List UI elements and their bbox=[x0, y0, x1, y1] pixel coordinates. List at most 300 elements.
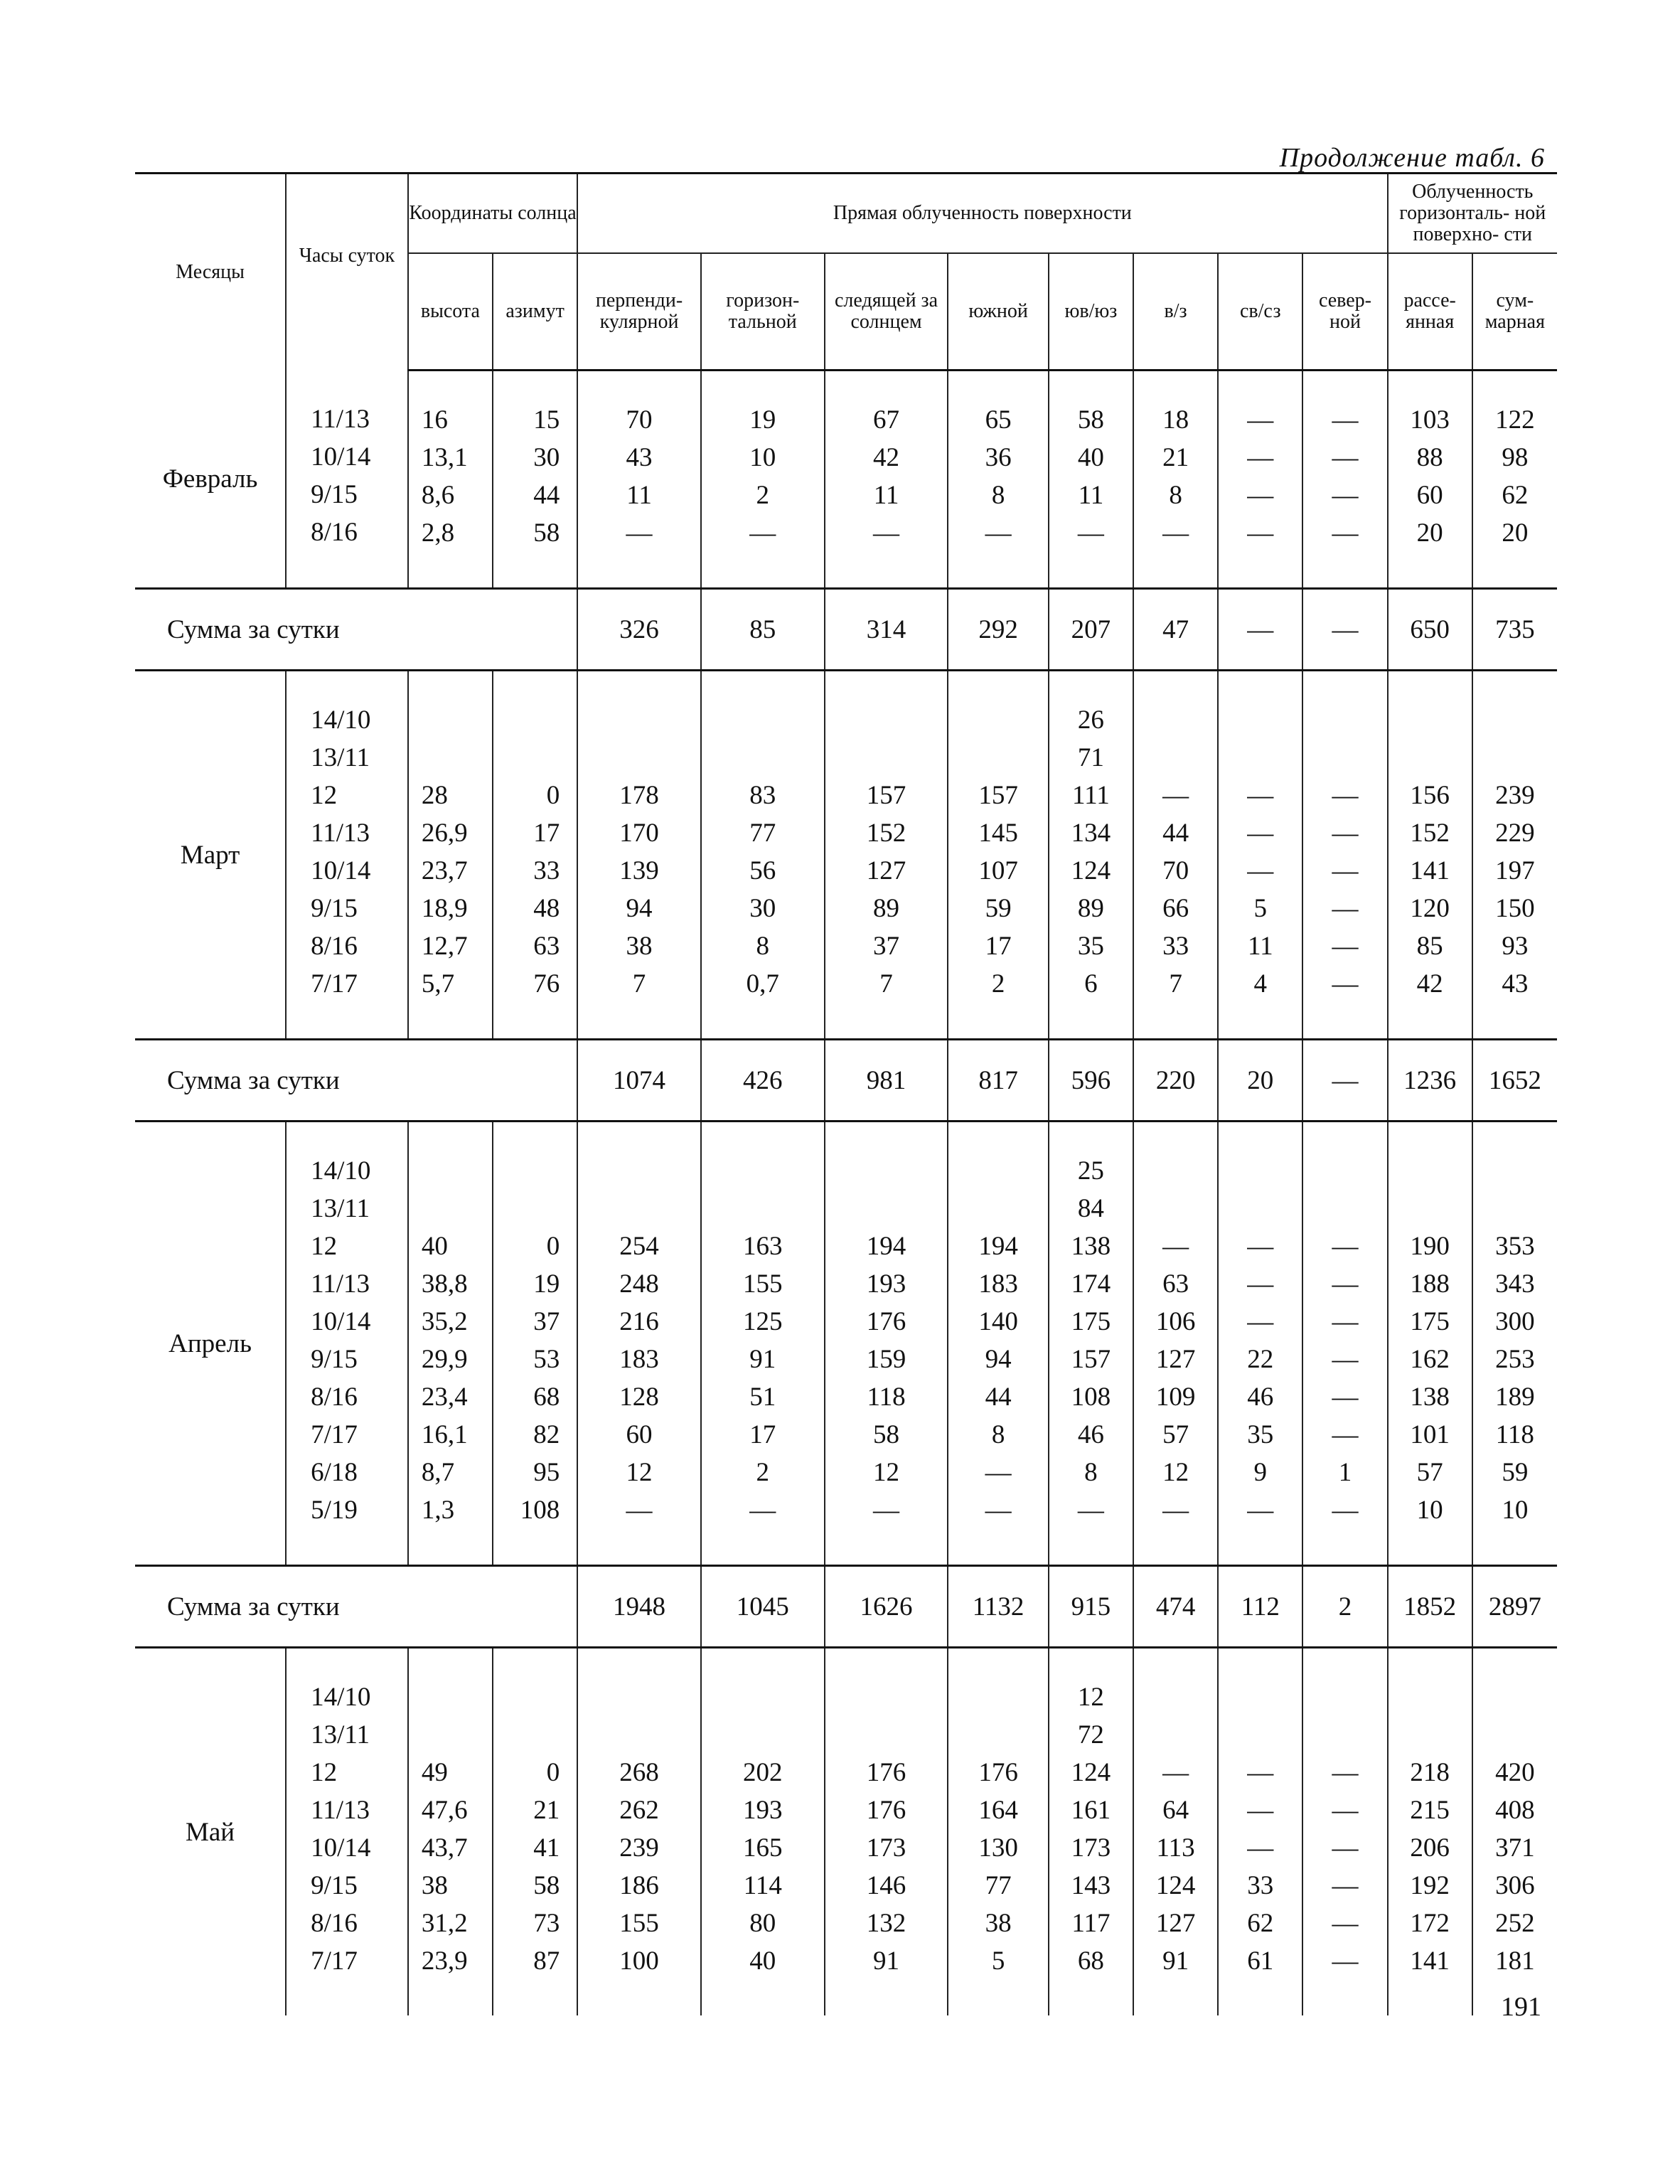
table-cell: 176 bbox=[978, 1758, 1018, 1787]
table-cell bbox=[578, 1678, 700, 1716]
table-cell: 7 bbox=[632, 969, 646, 998]
table-cell: 155 bbox=[619, 1909, 659, 1938]
col-ne-nw bbox=[1218, 371, 1302, 589]
table-cell: 1,3 bbox=[421, 1496, 455, 1525]
table-cell: 229 bbox=[1495, 819, 1535, 848]
col-horizontal bbox=[701, 1648, 825, 2016]
table-cell: — bbox=[749, 1496, 776, 1525]
table-cell: 11 bbox=[873, 481, 899, 510]
table-cell: 60 bbox=[1416, 481, 1443, 510]
table-cell: 35 bbox=[1247, 1420, 1274, 1449]
table-cell: 73 bbox=[533, 1909, 560, 1938]
table-cell: 9 bbox=[1253, 1458, 1268, 1487]
table-cell: 83 bbox=[749, 781, 776, 810]
table-cell: 62 bbox=[1247, 1909, 1274, 1938]
table-cell: 20 bbox=[1416, 518, 1443, 548]
table-cell: 254 bbox=[619, 1232, 659, 1261]
table-cell: 138 bbox=[1071, 1232, 1111, 1261]
table-cell: 44 bbox=[1162, 819, 1189, 848]
table-cell: — bbox=[873, 518, 900, 548]
sum-cell: 85 bbox=[701, 589, 825, 671]
table-cell: 1 bbox=[1338, 1458, 1352, 1487]
col-se-sw bbox=[1049, 671, 1133, 1040]
col-e-w-header: в/з bbox=[1133, 253, 1218, 371]
table-cell: 0 bbox=[546, 1758, 560, 1787]
col-e-w bbox=[1133, 1648, 1218, 2016]
table-cell bbox=[1303, 1678, 1386, 1716]
table-cell: 11/13 bbox=[311, 1269, 370, 1299]
table-cell: 124 bbox=[1071, 1758, 1111, 1787]
table-cell: 134 bbox=[1071, 819, 1111, 848]
table-cell: — bbox=[1162, 1232, 1189, 1261]
month-name: Март bbox=[180, 840, 240, 870]
table-cell: — bbox=[1247, 443, 1274, 472]
table-cell: 91 bbox=[1162, 1946, 1189, 1976]
table-cell: 157 bbox=[866, 781, 906, 810]
sum-cell: 1074 bbox=[577, 1040, 701, 1122]
table-cell: 19 bbox=[533, 1269, 560, 1299]
table-cell: 70 bbox=[1162, 856, 1189, 885]
table-cell: 7 bbox=[1169, 969, 1182, 998]
table-cell: 218 bbox=[1410, 1758, 1450, 1787]
table-cell: 190 bbox=[1410, 1232, 1450, 1261]
table-cell: 66 bbox=[1162, 894, 1189, 923]
table-cell: 23,9 bbox=[421, 1946, 468, 1976]
table-cell: 17 bbox=[533, 819, 560, 848]
table-cell: 41 bbox=[533, 1833, 560, 1863]
table-cell: 157 bbox=[1071, 1345, 1111, 1374]
table-cell: 37 bbox=[533, 1307, 560, 1336]
table-cell bbox=[578, 1190, 700, 1227]
table-cell: 188 bbox=[1410, 1269, 1450, 1299]
table-cell bbox=[1219, 1678, 1302, 1716]
col-altitude-header: высота bbox=[408, 253, 493, 371]
table-cell: 76 bbox=[533, 969, 560, 998]
col-azimuth bbox=[493, 671, 577, 1040]
table-cell: 22 bbox=[1247, 1345, 1274, 1374]
table-cell: 53 bbox=[533, 1345, 560, 1374]
table-cell: 117 bbox=[1071, 1909, 1111, 1938]
table-cell: 206 bbox=[1410, 1833, 1450, 1863]
col-perpendicular bbox=[577, 1122, 701, 1566]
table-cell bbox=[1389, 1152, 1472, 1190]
table-cell bbox=[1219, 1190, 1302, 1227]
table-cell bbox=[825, 1190, 948, 1227]
col-horizontal-header: горизон- тальной bbox=[701, 253, 825, 371]
table-cell: 82 bbox=[533, 1420, 560, 1449]
table-cell: 11 bbox=[626, 481, 652, 510]
table-cell: 72 bbox=[1077, 1720, 1104, 1749]
sum-label: Сумма за сутки bbox=[135, 1566, 577, 1648]
sum-cell: 596 bbox=[1049, 1040, 1133, 1122]
table-cell bbox=[825, 701, 948, 739]
table-cell: 10 bbox=[749, 443, 776, 472]
table-cell: 56 bbox=[749, 856, 776, 885]
table-cell: 91 bbox=[749, 1345, 776, 1374]
table-cell: 42 bbox=[873, 443, 900, 472]
table-cell: 11 bbox=[1078, 481, 1104, 510]
col-ne-nw bbox=[1218, 1122, 1302, 1566]
table-cell: — bbox=[1332, 1758, 1359, 1787]
table-cell: 28 bbox=[421, 781, 448, 810]
table-cell: 10/14 bbox=[311, 856, 371, 885]
table-cell: 12,7 bbox=[421, 932, 468, 961]
table-cell bbox=[1389, 739, 1472, 777]
table-cell: 14/10 bbox=[311, 1156, 371, 1186]
table-cell: — bbox=[1247, 856, 1274, 885]
table-cell: — bbox=[749, 518, 776, 548]
table-cell: — bbox=[1332, 405, 1359, 435]
table-cell bbox=[1219, 1716, 1302, 1754]
table-cell: 118 bbox=[867, 1383, 906, 1412]
irradiance-table bbox=[135, 172, 1557, 2015]
table-cell: 93 bbox=[1502, 932, 1529, 961]
table-cell: 87 bbox=[533, 1946, 560, 1976]
table-cell: 0 bbox=[546, 1232, 560, 1261]
table-cell: 12 bbox=[626, 1458, 653, 1487]
table-cell: 138 bbox=[1410, 1383, 1450, 1412]
table-cell: 8/16 bbox=[311, 1909, 358, 1938]
table-cell: 107 bbox=[978, 856, 1018, 885]
table-cell: 17 bbox=[749, 1420, 776, 1449]
table-cell: 26 bbox=[1077, 705, 1104, 735]
table-cell: 43,7 bbox=[421, 1833, 468, 1863]
table-cell: 67 bbox=[873, 405, 900, 435]
table-cell bbox=[1219, 1152, 1302, 1190]
table-cell bbox=[825, 1678, 948, 1716]
table-cell bbox=[948, 1190, 1047, 1227]
col-hours bbox=[286, 671, 408, 1040]
table-cell: 178 bbox=[619, 781, 659, 810]
table-cell: 8 bbox=[1169, 481, 1182, 510]
col-south bbox=[948, 1122, 1048, 1566]
table-cell: 0 bbox=[546, 781, 560, 810]
col-altitude bbox=[408, 1122, 493, 1566]
table-cell: 252 bbox=[1495, 1909, 1535, 1938]
col-perpendicular bbox=[577, 371, 701, 589]
table-cell bbox=[409, 1152, 492, 1190]
month-name: Май bbox=[185, 1817, 235, 1847]
table-cell: 8/16 bbox=[311, 932, 358, 961]
table-cell: 13/11 bbox=[311, 743, 370, 772]
table-cell: 141 bbox=[1410, 856, 1450, 885]
col-altitude bbox=[408, 371, 493, 589]
col-hours bbox=[286, 371, 408, 589]
table-cell: 140 bbox=[978, 1307, 1018, 1336]
table-cell: 9/15 bbox=[311, 479, 358, 509]
table-cell: 157 bbox=[978, 781, 1018, 810]
col-perpendicular-header: перпенди- кулярной bbox=[577, 253, 701, 371]
col-south-header: южной bbox=[948, 253, 1048, 371]
table-cell: 12 bbox=[873, 1458, 900, 1487]
table-cell: — bbox=[626, 1496, 653, 1525]
table-cell: 29,9 bbox=[421, 1345, 468, 1374]
table-cell: 306 bbox=[1495, 1871, 1535, 1900]
table-cell: 10/14 bbox=[311, 1307, 371, 1336]
table-cell: 91 bbox=[873, 1946, 900, 1976]
table-cell bbox=[578, 739, 700, 777]
col-north bbox=[1302, 1122, 1387, 1566]
col-se-sw-header: юв/юз bbox=[1049, 253, 1133, 371]
table-cell bbox=[1134, 1190, 1217, 1227]
table-cell: 118 bbox=[1495, 1420, 1534, 1449]
table-cell: 7 bbox=[879, 969, 893, 998]
table-cell: 77 bbox=[749, 819, 776, 848]
col-perpendicular bbox=[577, 671, 701, 1040]
table-cell: 31,2 bbox=[421, 1909, 468, 1938]
col-ne-nw-header: св/сз bbox=[1218, 253, 1302, 371]
table-cell: 7/17 bbox=[311, 1420, 358, 1449]
table-cell: 124 bbox=[1155, 1871, 1196, 1900]
table-cell: 127 bbox=[1155, 1909, 1196, 1938]
table-cell bbox=[1473, 1716, 1557, 1754]
table-cell: 61 bbox=[1247, 1946, 1274, 1976]
table-cell: 183 bbox=[619, 1345, 659, 1374]
table-cell: 108 bbox=[1071, 1383, 1111, 1412]
table-cell: 300 bbox=[1495, 1307, 1535, 1336]
month-block bbox=[135, 1122, 1557, 1566]
table-cell: — bbox=[1247, 1758, 1274, 1787]
table-cell bbox=[702, 1152, 824, 1190]
table-cell: 13,1 bbox=[421, 443, 468, 472]
table-cell: 77 bbox=[985, 1871, 1012, 1900]
table-cell bbox=[825, 1152, 948, 1190]
table-cell: 176 bbox=[866, 1307, 906, 1336]
table-cell: 420 bbox=[1495, 1758, 1535, 1787]
table-cell: 33 bbox=[1247, 1871, 1274, 1900]
table-cell: 193 bbox=[743, 1796, 783, 1825]
table-cell: 172 bbox=[1410, 1909, 1450, 1938]
table-cell: 113 bbox=[1156, 1833, 1195, 1863]
table-cell: 21 bbox=[1162, 443, 1189, 472]
table-cell: 18,9 bbox=[421, 894, 468, 923]
col-horizontal bbox=[701, 371, 825, 589]
table-cell: 38 bbox=[421, 1871, 448, 1900]
table-cell bbox=[1473, 1190, 1557, 1227]
sum-cell: 650 bbox=[1388, 589, 1472, 671]
col-hours-header: Часы суток bbox=[286, 174, 408, 371]
sum-cell: 817 bbox=[948, 1040, 1048, 1122]
table-cell bbox=[825, 739, 948, 777]
table-cell: 124 bbox=[1071, 856, 1111, 885]
table-cell: 88 bbox=[1416, 443, 1443, 472]
sum-row bbox=[135, 1566, 1557, 1648]
table-cell bbox=[1303, 1190, 1386, 1227]
table-cell: 8 bbox=[991, 1420, 1005, 1449]
table-cell: 58 bbox=[533, 1871, 560, 1900]
table-cell bbox=[1219, 701, 1302, 739]
table-cell: — bbox=[1332, 781, 1359, 810]
col-ne-nw bbox=[1218, 671, 1302, 1040]
table-cell: 111 bbox=[1072, 781, 1110, 810]
table-cell: 11/13 bbox=[311, 404, 370, 434]
table-cell: — bbox=[1332, 1946, 1359, 1976]
table-cell: 95 bbox=[533, 1458, 560, 1487]
table-cell: 48 bbox=[533, 894, 560, 923]
col-north bbox=[1302, 1648, 1387, 2016]
table-cell: 43 bbox=[626, 443, 653, 472]
sum-cell: — bbox=[1302, 1040, 1387, 1122]
sum-cell: 1045 bbox=[701, 1566, 825, 1648]
table-cell: — bbox=[1077, 518, 1104, 548]
table-cell: 16,1 bbox=[421, 1420, 468, 1449]
table-cell: 7/17 bbox=[311, 1946, 358, 1976]
table-cell: — bbox=[1162, 518, 1189, 548]
table-cell: 186 bbox=[619, 1871, 659, 1900]
table-cell: 155 bbox=[743, 1269, 783, 1299]
table-cell bbox=[948, 1152, 1047, 1190]
table-cell: 57 bbox=[1416, 1458, 1443, 1487]
sum-cell: 20 bbox=[1218, 1040, 1302, 1122]
table-cell: 40 bbox=[1077, 443, 1104, 472]
direct-irradiance-header: Прямая облученность поверхности bbox=[577, 174, 1387, 254]
table-cell: — bbox=[1332, 481, 1359, 510]
col-horizontal bbox=[701, 1122, 825, 1566]
table-cell: — bbox=[1247, 1307, 1274, 1336]
col-e-w bbox=[1133, 1122, 1218, 1566]
col-south bbox=[948, 1648, 1048, 2016]
sum-cell: 314 bbox=[825, 589, 948, 671]
sum-cell: 2 bbox=[1302, 1566, 1387, 1648]
col-total bbox=[1472, 1122, 1557, 1566]
month-block bbox=[135, 1648, 1557, 2016]
table-cell: — bbox=[1162, 1496, 1189, 1525]
table-cell: 163 bbox=[743, 1232, 783, 1261]
table-cell: 58 bbox=[873, 1420, 900, 1449]
table-cell: 18 bbox=[1162, 405, 1189, 435]
table-cell: 175 bbox=[1410, 1307, 1450, 1336]
table-cell: 71 bbox=[1077, 743, 1104, 772]
table-cell: 262 bbox=[619, 1796, 659, 1825]
table-cell: 12 bbox=[1077, 1683, 1104, 1712]
table-cell bbox=[702, 701, 824, 739]
table-cell: — bbox=[1247, 1796, 1274, 1825]
col-south bbox=[948, 671, 1048, 1040]
table-cell: 239 bbox=[1495, 781, 1535, 810]
sum-cell: 1852 bbox=[1388, 1566, 1472, 1648]
table-cell: 63 bbox=[533, 932, 560, 961]
table-cell: 132 bbox=[866, 1909, 906, 1938]
table-cell: 146 bbox=[866, 1871, 906, 1900]
table-cell: 44 bbox=[533, 481, 560, 510]
table-cell: 60 bbox=[626, 1420, 653, 1449]
table-cell bbox=[578, 1152, 700, 1190]
table-cell: 343 bbox=[1495, 1269, 1535, 1299]
table-cell: 139 bbox=[619, 856, 659, 885]
table-cell bbox=[1389, 701, 1472, 739]
table-cell: 4 bbox=[1253, 969, 1268, 998]
table-cell: 215 bbox=[1410, 1796, 1450, 1825]
table-cell: 20 bbox=[1502, 518, 1529, 548]
table-cell bbox=[493, 1678, 577, 1716]
table-cell: 176 bbox=[866, 1758, 906, 1787]
table-cell: 189 bbox=[1495, 1383, 1535, 1412]
table-cell: 65 bbox=[985, 405, 1012, 435]
table-cell: 143 bbox=[1071, 1871, 1111, 1900]
table-cell: 164 bbox=[978, 1796, 1018, 1825]
table-cell: — bbox=[1332, 1871, 1359, 1900]
table-cell: 156 bbox=[1410, 781, 1450, 810]
sum-cell: 426 bbox=[701, 1040, 825, 1122]
table-cell: 127 bbox=[866, 856, 906, 885]
sum-cell: 47 bbox=[1133, 589, 1218, 671]
table-cell: — bbox=[1247, 1496, 1274, 1525]
table-cell bbox=[1473, 1152, 1557, 1190]
table-cell: 2 bbox=[756, 1458, 770, 1487]
month-block bbox=[135, 371, 1557, 589]
table-cell: 70 bbox=[626, 405, 653, 435]
table-cell: 128 bbox=[619, 1383, 659, 1412]
table-cell: 57 bbox=[1162, 1420, 1189, 1449]
table-cell: 30 bbox=[533, 443, 560, 472]
col-azimuth-header: азимут bbox=[493, 253, 577, 371]
table-cell: 33 bbox=[533, 856, 560, 885]
table-cell: 8,6 bbox=[421, 481, 455, 510]
col-azimuth bbox=[493, 371, 577, 589]
table-cell: 58 bbox=[533, 518, 560, 548]
table-cell bbox=[948, 1716, 1047, 1754]
table-cell: 44 bbox=[985, 1383, 1012, 1412]
sum-cell: 207 bbox=[1049, 589, 1133, 671]
table-cell: 5 bbox=[991, 1946, 1005, 1976]
table-cell: 38,8 bbox=[421, 1269, 468, 1299]
table-cell: 2 bbox=[991, 969, 1005, 998]
table-cell bbox=[1303, 1152, 1386, 1190]
month-name: Февраль bbox=[162, 464, 258, 494]
table-cell: 173 bbox=[866, 1833, 906, 1863]
sum-cell: 292 bbox=[948, 589, 1048, 671]
table-cell bbox=[1389, 1716, 1472, 1754]
table-cell bbox=[1134, 1678, 1217, 1716]
table-cell: 68 bbox=[1077, 1946, 1104, 1976]
col-diffuse bbox=[1388, 371, 1472, 589]
col-horizontal bbox=[701, 671, 825, 1040]
table-cell: 5,7 bbox=[421, 969, 455, 998]
col-north-header: север- ной bbox=[1302, 253, 1387, 371]
sum-cell: 326 bbox=[577, 589, 701, 671]
table-cell: 64 bbox=[1162, 1796, 1189, 1825]
table-cell: 40 bbox=[749, 1946, 776, 1976]
table-cell: 202 bbox=[743, 1758, 783, 1787]
col-se-sw bbox=[1049, 1122, 1133, 1566]
table-cell: — bbox=[873, 1496, 900, 1525]
table-cell: — bbox=[985, 1458, 1012, 1487]
table-cell: — bbox=[985, 518, 1012, 548]
col-azimuth bbox=[493, 1648, 577, 2016]
col-se-sw bbox=[1049, 1648, 1133, 2016]
table-cell bbox=[702, 1678, 824, 1716]
table-cell: 8/16 bbox=[311, 517, 358, 547]
table-cell bbox=[578, 1716, 700, 1754]
col-e-w bbox=[1133, 671, 1218, 1040]
table-cell: 106 bbox=[1155, 1307, 1196, 1336]
table-cell: — bbox=[1332, 1796, 1359, 1825]
col-e-w bbox=[1133, 371, 1218, 589]
table-cell: 10 bbox=[1416, 1496, 1443, 1525]
sum-cell: — bbox=[1218, 589, 1302, 671]
sum-cell: 220 bbox=[1133, 1040, 1218, 1122]
table-cell: 59 bbox=[985, 894, 1012, 923]
table-cell: 38 bbox=[985, 1909, 1012, 1938]
table-cell: 2 bbox=[756, 481, 770, 510]
page-number: 191 bbox=[1501, 1992, 1541, 2022]
table-cell: 130 bbox=[978, 1833, 1018, 1863]
table-cell: 38 bbox=[626, 932, 653, 961]
table-cell bbox=[702, 1716, 824, 1754]
table-cell bbox=[1473, 1678, 1557, 1716]
table-cell bbox=[1303, 739, 1386, 777]
table-cell: 150 bbox=[1495, 894, 1535, 923]
